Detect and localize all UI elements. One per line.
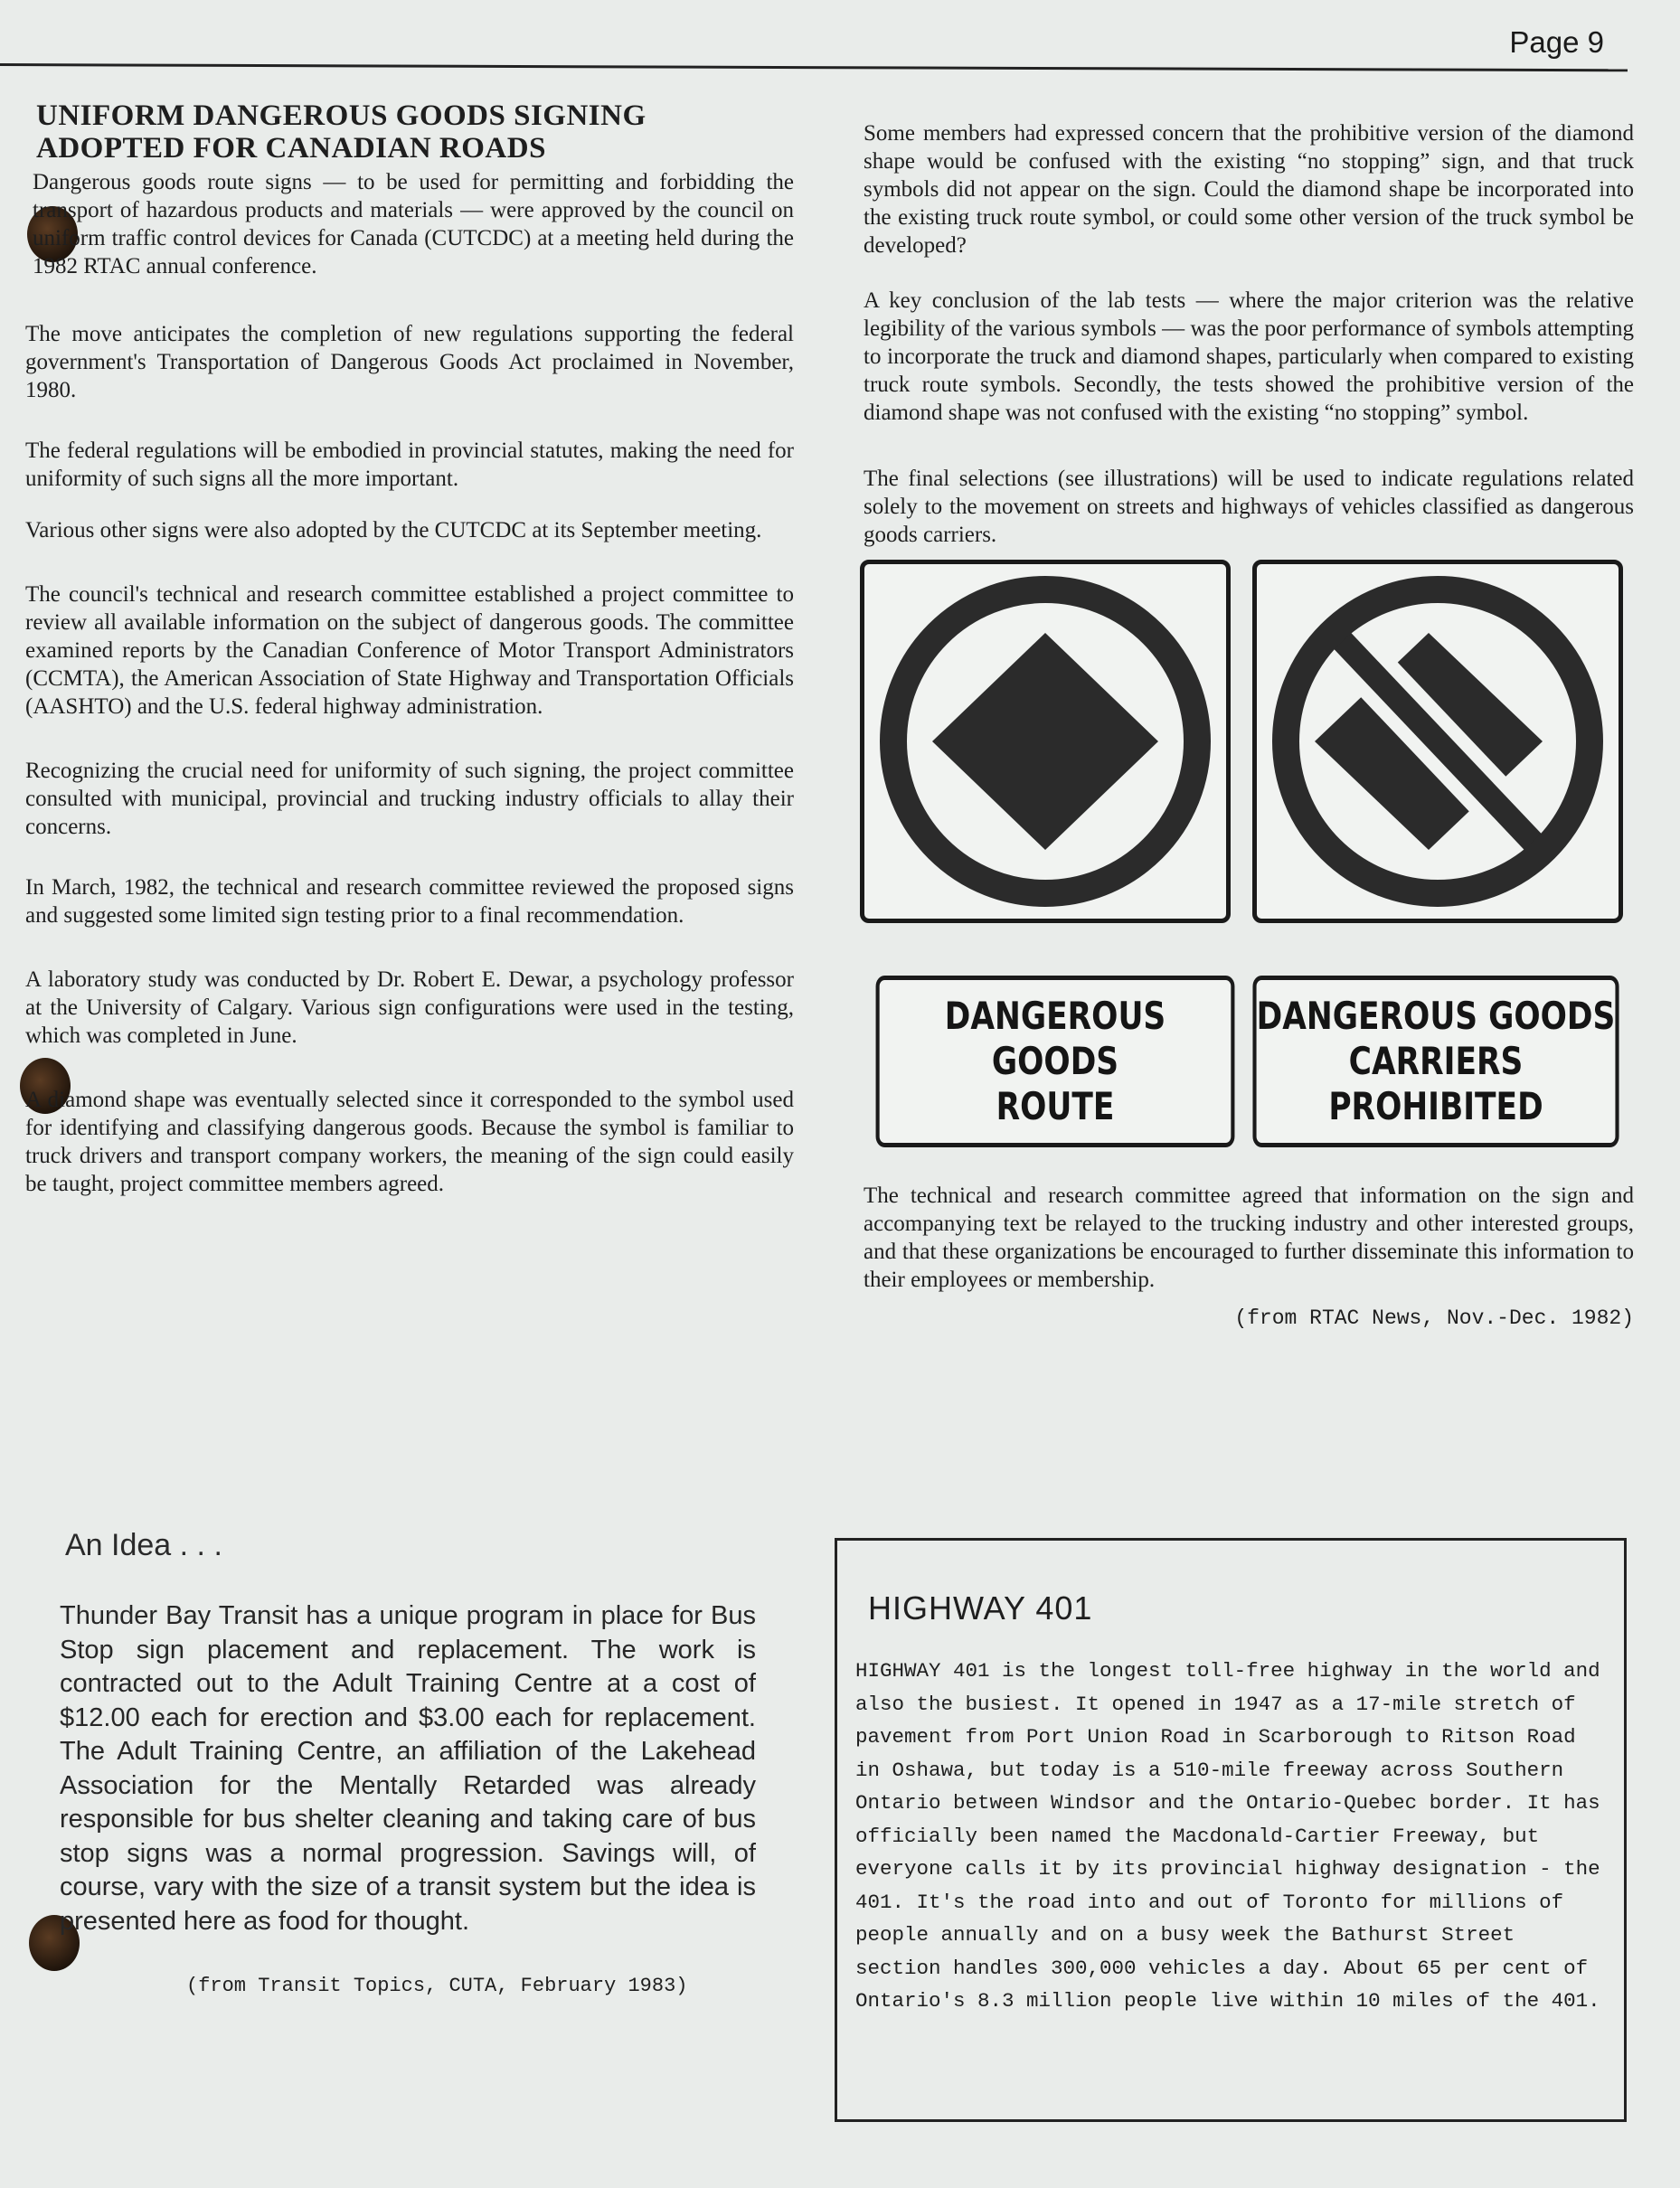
dangerous-goods-route-sign-symbol: [860, 560, 1231, 923]
dangerous-goods-route-sign: [876, 976, 1235, 1147]
headline-line: ADOPTED FOR CANADIAN ROADS: [36, 132, 546, 165]
article-paragraph: The federal regulations will be embodied in provincial statutes, making the need for uniformity of such signs all the more important.: [25, 439, 794, 491]
article-paragraph: Various other signs were also adopted by the CUTCDC at its September meeting.: [25, 518, 762, 542]
dangerous-goods-prohibited-sign-symbol: [1252, 560, 1623, 923]
idea-body: Thunder Bay Transit has a unique program in place for Bus Stop sign placement and replacement. The work is contracted out to the Adult Training Centre at a cost of $12.00 each for erection and $3.00 each for replacement. The Adult Training Centre, an affiliation of the Lakehead Association for the Mentally Retarded was already responsible for bus shelter cleaning and taking care of bus stop signs was a normal progression. Savings will, of course, vary with the size of a transit system but the idea is presented here as food for thought.: [60, 1601, 756, 1936]
signs-illustration: [860, 560, 1630, 1156]
page-number: Page 9: [1509, 25, 1604, 59]
route-sign-text: DANGEROUS GOODS ROUTE: [944, 994, 1166, 1128]
article-headline: [36, 99, 794, 165]
highway-body: HIGHWAY 401 is the longest toll-free highway in the world and also the busiest. It opened in 1947 as a 17-mile stretch of pavement from Port Union Road in Scarborough to Ritson Road in Oshawa, but today is a 510-mile freeway across Southern Ontario between Windsor and the Ontario-Quebec border. It has officially been named the Macdonald-Cartier Freeway, but everyone calls it by its provincial highway designation - the 401. It's the road into and out of Toronto for millions of people annually and on a busy week the Bathurst Street section handles 300,000 vehicles a day. About 65 per cent of Ontario's 8.3 million people live within 10 miles of the 401.: [855, 1659, 1600, 2013]
header-rule: [0, 63, 1628, 71]
article-paragraph: The final selections (see illustrations) will be used to indicate regulations related solely to the movement on streets and highways of vehicles classified as dangerous goods carriers.: [864, 467, 1634, 547]
article-paragraph: In March, 1982, the technical and research committee reviewed the proposed signs and suggested some limited sign testing prior to a final recommendation.: [25, 875, 794, 928]
highway-title: HIGHWAY 401: [868, 1589, 1093, 1627]
highway-401-box: [835, 1538, 1627, 2122]
article-left-column: [25, 99, 794, 1231]
article-paragraph: A key conclusion of the lab tests — where the major criterion was the relative legibility of the various symbols — was the poor performance of symbols attempting to incorporate the truck and diamond shapes, particularly when compared to existing truck route symbols. Secondly, the tests showed the prohibitive version of the diamond shape was not confused with the existing “no stopping” symbol.: [864, 288, 1634, 425]
headline-line: UNIFORM DANGEROUS GOODS SIGNING: [36, 99, 647, 132]
prohibited-sign-text: DANGEROUS GOODS CARRIERS PROHIBITED: [1256, 994, 1616, 1128]
article-paragraph: A diamond shape was eventually selected since it corresponded to the symbol used for identifying and classifying dangerous goods. Because the symbol is familiar to truck drivers and transport company workers, the meaning of the sign could easily be taught, project committee members agreed.: [25, 1088, 794, 1196]
article-paragraph: The council's technical and research committee established a project committee to review all available information on the subject of dangerous goods. The committee examined reports by the Canadian Conference of Motor Transport Administrators (CCMTA), the American Association of State Highway and Transportation Officials (AASHTO) and the U.S. federal highway administration.: [25, 582, 794, 719]
article-paragraph: Dangerous goods route signs — to be used for permitting and forbidding the transport of hazardous products and materials — were approved by the council on uniform traffic control devices for Canada (CUTCDC) at a meeting held during the 1982 RTAC annual conference.: [33, 170, 794, 278]
article-paragraph: The move anticipates the completion of new regulations supporting the federal government's Transportation of Dangerous Goods Act proclaimed in November, 1980.: [25, 322, 794, 402]
article-paragraph: A laboratory study was conducted by Dr. Robert E. Dewar, a psychology professor at the University of Calgary. Various sign configurations were used in the testing, which was completed in June.: [25, 967, 794, 1048]
idea-title: An Idea . . .: [65, 1528, 222, 1562]
idea-section: [60, 1528, 756, 1997]
article-right-column: [864, 119, 1634, 1330]
diamond-in-circle-icon: [864, 564, 1226, 919]
article-credit: (from RTAC News, Nov.-Dec. 1982): [1234, 1306, 1634, 1330]
article-paragraph: Recognizing the crucial need for uniformity of such signing, the project committee consulted with municipal, provincial and trucking industry officials to allay their concerns.: [25, 759, 794, 839]
dangerous-goods-prohibited-sign: [1252, 976, 1619, 1147]
idea-credit: (from Transit Topics, CUTA, February 1983): [186, 1975, 688, 1997]
prohibited-diamond-icon: [1257, 564, 1619, 919]
article-paragraph: The technical and research committee agreed that information on the sign and accompanying text be relayed to the trucking industry and other interested groups, and that these organizations be encouraged to further disseminate this information to their employees or membership.: [864, 1184, 1634, 1292]
article-paragraph: Some members had expressed concern that the prohibitive version of the diamond shape would be confused with the existing “no stopping” sign, and that truck symbols did not appear on the sign. Could the diamond shape be incorporated into the existing truck route symbol, or could some other version of the truck symbol be developed?: [864, 121, 1634, 258]
